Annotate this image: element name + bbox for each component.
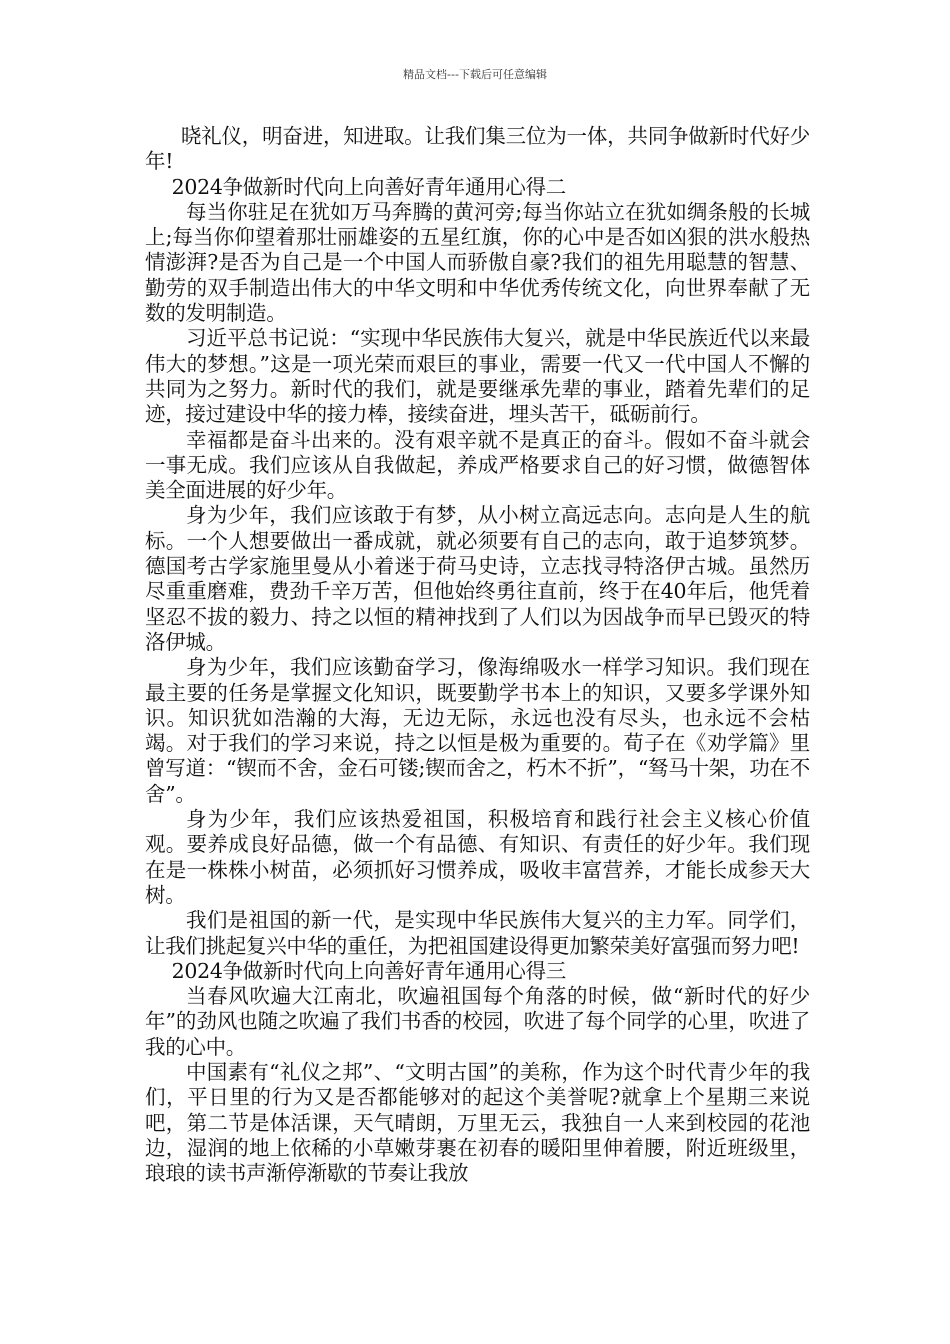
paragraph: 身为少年，我们应该热爱祖国，积极培育和践行社会主义核心价值观。要养成良好品德，做一个有品德、有知识、有责任的好少年。我们现在是一株株小树苗，必须抓好习惯养成，吸收丰富营养，才能长成参天大树。 [145, 807, 810, 907]
paragraph: 身为少年，我们应该敢于有梦，从小树立高远志向。志向是人生的航标。一个人想要做出一番成就，就必须要有自己的志向，敢于追梦筑梦。德国考古学家施里曼从小着迷于荷马史诗，立志找寻特洛伊古城。虽然历尽重重磨难，费劲千辛万苦，但他始终勇往直前，终于在40年后，他凭着坚忍不拔的毅力、持之以恒的精神找到了人们以为因战争而早已毁灭的特洛伊城。 [145, 503, 810, 654]
paragraph: 每当你驻足在犹如万马奔腾的黄河旁;每当你站立在犹如绸条般的长城上;每当你仰望着那壮丽雄姿的五星红旗，你的心中是否如凶狠的洪水般热情澎湃?是否为自己是一个中国人而骄傲自豪?我们的祖先用聪慧的智慧、勤劳的双手制造出伟大的中华文明和中华优秀传统文化，向世界奉献了无数的发明制造。 [145, 199, 810, 326]
page-header: 精品文档---下载后可任意编辑 [403, 68, 547, 81]
document-body [145, 124, 810, 1186]
section-heading: 2024争做新时代向上向善好青年通用心得三 [171, 958, 567, 983]
paragraph: 中国素有“礼仪之邦”、“文明古国”的美称，作为这个时代青少年的我们，平日里的行为又是否都能够对的起这个美誉呢?就拿上个星期三来说吧，第二节是体活课，天气晴朗，万里无云，我独自一人来到校园的花池边，湿润的地上依稀的小草嫩芽裹在初春的暖阳里伸着腰，附近班级里，琅琅的读书声渐停渐歇的节奏让我放 [145, 1059, 810, 1186]
paragraph: 幸福都是奋斗出来的。没有艰辛就不是真正的奋斗。假如不奋斗就会一事无成。我们应该从自我做起，养成严格要求自己的好习惯，做德智体美全面进展的好少年。 [145, 427, 810, 503]
paragraph: 习近平总书记说：“实现中华民族伟大复兴，就是中华民族近代以来最伟大的梦想。”这是一项光荣而艰巨的事业，需要一代又一代中国人不懈的共同为之努力。新时代的我们，就是要继承先辈的事业，踏着先辈们的足迹，接过建设中华的接力棒，接续奋进，埋头苦干，砥砺前行。 [145, 326, 810, 427]
paragraph: 晓礼仪，明奋进，知进取。让我们集三位为一体，共同争做新时代好少年! [145, 124, 810, 174]
paragraph: 身为少年，我们应该勤奋学习，像海绵吸水一样学习知识。我们现在最主要的任务是掌握文化知识，既要勤学书本上的知识，又要多学课外知识。知识犹如浩瀚的大海，无边无际，永远也没有尽头，也永远不会枯竭。对于我们的学习来说，持之以恒是极为重要的。荀子在《劝学篇》里曾写道：“锲而不舍，金石可镂;锲而舍之，朽木不折”，“驽马十架，功在不舍”。 [145, 655, 810, 806]
section-heading: 2024争做新时代向上向善好青年通用心得二 [171, 174, 567, 199]
paragraph: 当春风吹遍大江南北，吹遍祖国每个角落的时候，做“新时代的好少年”的劲风也随之吹遍了我们书香的校园，吹进了每个同学的心里，吹进了我的心中。 [145, 984, 810, 1059]
paragraph: 我们是祖国的新一代，是实现中华民族伟大复兴的主力军。同学们，让我们挑起复兴中华的重任，为把祖国建设得更加繁荣美好富强而努力吧! [145, 908, 810, 958]
